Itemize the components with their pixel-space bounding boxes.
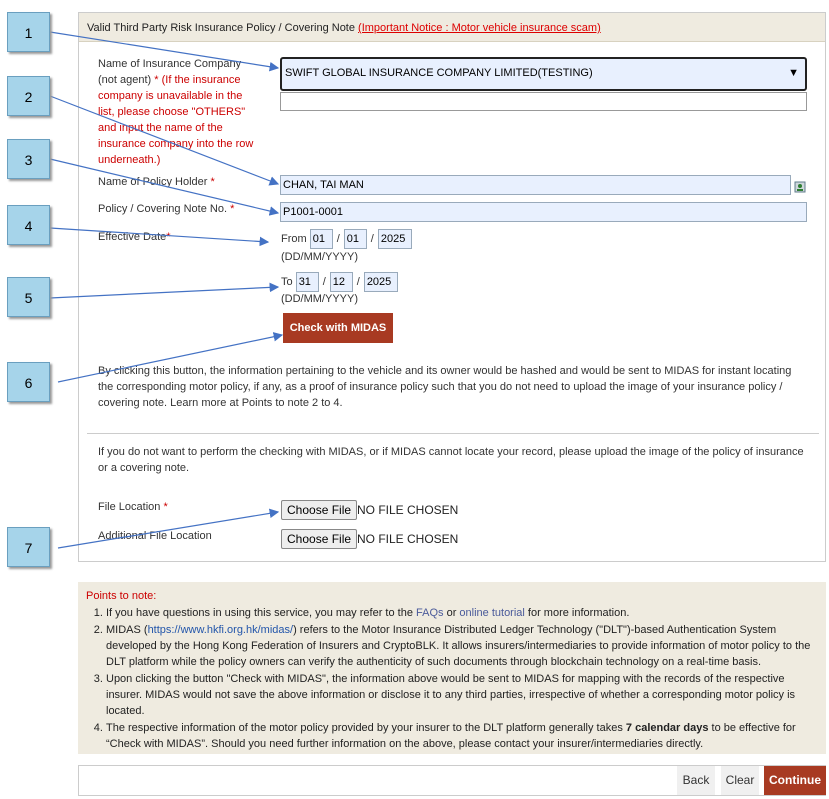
online-tutorial-link[interactable]: online tutorial bbox=[459, 607, 525, 619]
file-status: NO FILE CHOSEN bbox=[357, 503, 459, 517]
divider bbox=[87, 433, 819, 434]
check-with-midas-button[interactable]: Check with MIDAS bbox=[283, 313, 393, 343]
effective-date-label: Effective Date* bbox=[98, 231, 171, 243]
panel-header bbox=[79, 13, 825, 42]
continue-button[interactable]: Continue bbox=[764, 766, 826, 795]
note-item-1: 1. If you have questions in using this service, you may refer to the FAQs or online tutorial for more information. bbox=[106, 605, 818, 621]
callout-6: 6 bbox=[7, 362, 50, 402]
upload-explanation: If you do not want to perform the checking with MIDAS, or if MIDAS cannot locate your record, please upload the image of the policy of insurance or a covering note. bbox=[98, 446, 804, 474]
note-item-4: 4. The respective information of the motor policy provided by your insurer to the DLT platform generally takes 7 calendar days to be effective for “Check with MIDAS”. Should you need further information on the above, please contact your insurer/intermediaries directly. bbox=[106, 720, 818, 752]
to-date-row: To 31 / 12 / 2025 bbox=[281, 272, 398, 292]
callout-2: 2 bbox=[7, 76, 50, 116]
note-item-3: 3. Upon clicking the button "Check with MIDAS", the information above would be sent to MIDAS for mapping with the records of the respective insurer. MIDAS would not save the above information or disclose it to any third parties, irrespective of whether a corresponding motor policy is located. bbox=[106, 671, 818, 719]
holder-label: Name of Policy Holder * bbox=[98, 176, 215, 188]
points-to-note bbox=[78, 582, 826, 754]
from-date-row: From 01 / 01 / 2025 bbox=[281, 229, 412, 249]
additional-file-label: Additional File Location bbox=[98, 530, 212, 542]
dropdown-arrow-icon: ▼ bbox=[788, 67, 799, 79]
to-year-input[interactable]: 2025 bbox=[364, 272, 398, 292]
insurer-select[interactable]: SWIFT GLOBAL INSURANCE COMPANY LIMITED(TESTING) ▼ bbox=[280, 57, 807, 91]
midas-explanation: By clicking this button, the information pertaining to the vehicle and its owner would be hashed and would be sent to MIDAS for instant locating the corresponding motor policy, if any, as a proof of insurance policy such that you do not need to upload the image of your insurance policy / covering note. Learn more at Points to note 2 to 4. bbox=[98, 365, 792, 409]
policy-no-label: Policy / Covering Note No. * bbox=[98, 203, 235, 215]
callout-5: 5 bbox=[7, 277, 50, 317]
to-date-format: (DD/MM/YYYY) bbox=[281, 293, 358, 305]
contact-card-icon[interactable] bbox=[794, 180, 806, 193]
file-location-label: File Location * bbox=[98, 501, 168, 513]
insurer-label: Name of Insurance Company (not agent) * (If the insurance company is unavailable in the list, please choose "OTHERS" and input the name of the insurance company into the row underneath.) bbox=[98, 58, 254, 166]
callout-3: 3 bbox=[7, 139, 50, 179]
from-day-input[interactable]: 01 bbox=[310, 229, 333, 249]
choose-file-button[interactable]: Choose File bbox=[281, 500, 357, 520]
choose-additional-file-button[interactable]: Choose File bbox=[281, 529, 357, 549]
policy-number-input[interactable]: P1001-0001 bbox=[280, 202, 807, 222]
insurer-note: (If the insurance company is unavailable in the list, please choose "OTHERS" and input the name of the insurance company into the row underneath.) bbox=[98, 74, 254, 166]
faqs-link[interactable]: FAQs bbox=[416, 607, 444, 619]
from-year-input[interactable]: 2025 bbox=[378, 229, 412, 249]
scam-notice-link[interactable]: (Important Notice : Motor vehicle insurance scam) bbox=[358, 22, 601, 34]
additional-file-status: NO FILE CHOSEN bbox=[357, 532, 459, 546]
form-panel bbox=[78, 12, 826, 562]
to-month-input[interactable]: 12 bbox=[330, 272, 353, 292]
notes-title: Points to note: bbox=[86, 590, 157, 602]
callout-1: 1 bbox=[7, 12, 50, 52]
policy-holder-input[interactable]: CHAN, TAI MAN bbox=[280, 175, 791, 195]
note-item-2: 2. MIDAS (https://www.hkfi.org.hk/midas/) refers to the Motor Insurance Distributed Ledger Technology ("DLT")-based Authentication System developed by the Hong Kong Federation of Insurers and CryptoBLK. It allows insurers/intermediaries to provide information of motor policy to the DLT platform while the policy owners can verify the authenticity of such documents through blockchain technology on a real-time basis. bbox=[106, 622, 818, 670]
panel-title: Valid Third Party Risk Insurance Policy / Covering Note bbox=[87, 22, 355, 34]
other-insurer-input[interactable] bbox=[280, 92, 807, 111]
clear-button[interactable]: Clear bbox=[721, 766, 759, 795]
footer-bar bbox=[78, 765, 826, 796]
midas-url-link[interactable]: https://www.hkfi.org.hk/midas/ bbox=[147, 624, 294, 636]
callout-7: 7 bbox=[7, 527, 50, 567]
callout-4: 4 bbox=[7, 205, 50, 245]
from-month-input[interactable]: 01 bbox=[344, 229, 367, 249]
back-button[interactable]: Back bbox=[677, 766, 715, 795]
from-date-format: (DD/MM/YYYY) bbox=[281, 251, 358, 263]
to-day-input[interactable]: 31 bbox=[296, 272, 319, 292]
